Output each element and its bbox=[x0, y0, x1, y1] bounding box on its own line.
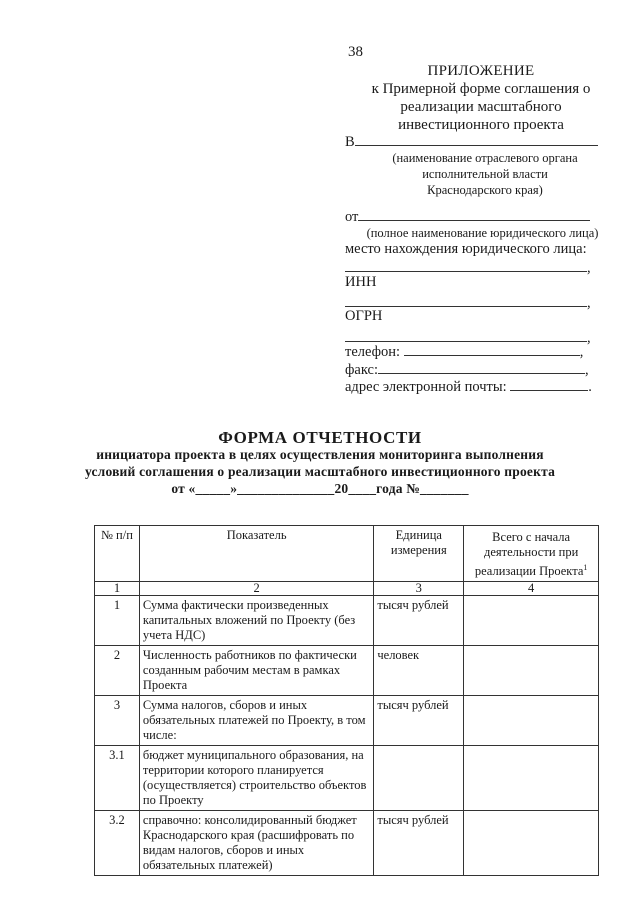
row-number: 3.1 bbox=[95, 746, 140, 811]
row-indicator: бюджет муниципального образования, на территории которого планируется (осуществляется) строительство объектов по Проекту bbox=[139, 746, 373, 811]
row-value-cell[interactable] bbox=[464, 746, 599, 811]
column-number-row bbox=[95, 582, 599, 596]
appendix-line: инвестиционного проекта bbox=[398, 117, 564, 133]
inn-field: , bbox=[345, 294, 591, 312]
recipient-hint-line: исполнительной власти bbox=[422, 167, 548, 181]
email-label: адрес электронной почты: bbox=[345, 379, 507, 395]
header-unit: Единица измерения bbox=[374, 526, 464, 582]
row-unit bbox=[374, 746, 464, 811]
form-subtitle-line: условий соглашения о реализации масштабного инвестиционного проекта bbox=[84, 464, 556, 479]
recipient-prefix: В bbox=[345, 134, 355, 150]
row-value-cell[interactable] bbox=[464, 596, 599, 646]
column-number: 3 bbox=[374, 582, 464, 596]
column-number: 4 bbox=[464, 582, 599, 596]
ogrn-blank-line[interactable] bbox=[345, 329, 587, 342]
table-row bbox=[95, 811, 599, 876]
sender-field bbox=[345, 208, 590, 226]
fax-blank-line[interactable] bbox=[378, 361, 585, 374]
row-indicator: Сумма фактически произведенных капитальных вложений по Проекту (без учета НДС) bbox=[139, 596, 373, 646]
row-value-cell[interactable] bbox=[464, 646, 599, 696]
inn-blank-line[interactable] bbox=[345, 294, 587, 307]
phone-field: телефон: , bbox=[345, 344, 584, 360]
table-header-row bbox=[95, 526, 599, 582]
header-total bbox=[464, 526, 599, 582]
report-table bbox=[94, 525, 599, 876]
header-total-label: Всего с начала деятельности при реализации Проекта bbox=[474, 530, 584, 579]
fax-field: факс: , bbox=[345, 362, 589, 378]
email-blank-line[interactable] bbox=[510, 378, 588, 391]
form-subtitle-line: инициатора проекта в целях осуществления мониторинга выполнения bbox=[96, 447, 544, 462]
header-indicator: Показатель bbox=[139, 526, 373, 582]
sender-blank-line[interactable] bbox=[358, 208, 590, 221]
row-unit: тысяч рублей bbox=[374, 696, 464, 746]
row-value-cell[interactable] bbox=[464, 811, 599, 876]
page-number: 38 bbox=[348, 44, 363, 60]
recipient-hint bbox=[360, 150, 610, 198]
header-no: № п/п bbox=[95, 526, 140, 582]
appendix-line: к Примерной форме соглашения о bbox=[371, 81, 591, 97]
recipient-field bbox=[345, 133, 598, 151]
row-indicator: Численность работников по фактически созданным рабочим местам в рамках Проекта bbox=[139, 646, 373, 696]
table-row bbox=[95, 696, 599, 746]
row-value-cell[interactable] bbox=[464, 696, 599, 746]
row-unit: тысяч рублей bbox=[374, 811, 464, 876]
row-unit: тысяч рублей bbox=[374, 596, 464, 646]
table-row bbox=[95, 746, 599, 811]
row-number: 3 bbox=[95, 696, 140, 746]
fax-label: факс: bbox=[345, 362, 378, 378]
column-number: 1 bbox=[95, 582, 140, 596]
row-unit: человек bbox=[374, 646, 464, 696]
table-row bbox=[95, 596, 599, 646]
footnote-marker: 1 bbox=[583, 563, 588, 572]
row-indicator: справочно: консолидированный бюджет Краснодарского края (расшифровать по видам налогов, сборов и иных обязательных платежей) bbox=[139, 811, 373, 876]
column-number: 2 bbox=[139, 582, 373, 596]
appendix-line: реализации масштабного bbox=[400, 99, 562, 115]
appendix-heading: ПРИЛОЖЕНИЕ bbox=[427, 63, 535, 79]
recipient-hint-line: Краснодарского края) bbox=[427, 183, 543, 197]
ogrn-field: , bbox=[345, 329, 591, 347]
location-blank-line[interactable] bbox=[345, 259, 587, 272]
form-date-line: от «_____»______________20____года №_______ bbox=[171, 481, 469, 496]
ogrn-label: ОГРН bbox=[345, 308, 383, 324]
phone-blank-line[interactable] bbox=[404, 343, 580, 356]
phone-label: телефон: bbox=[345, 344, 401, 360]
table-row bbox=[95, 646, 599, 696]
form-title: ФОРМА ОТЧЕТНОСТИ bbox=[218, 428, 422, 447]
row-number: 1 bbox=[95, 596, 140, 646]
location-field: , bbox=[345, 259, 591, 277]
location-label: место нахождения юридического лица: bbox=[345, 241, 587, 257]
form-subtitle bbox=[40, 446, 600, 497]
row-indicator: Сумма налогов, сборов и иных обязательных платежей по Проекту, в том числе: bbox=[139, 696, 373, 746]
inn-label: ИНН bbox=[345, 274, 377, 290]
recipient-hint-line: (наименование отраслевого органа bbox=[392, 151, 578, 165]
appendix-block bbox=[350, 62, 612, 134]
sender-prefix: от bbox=[345, 209, 359, 225]
sender-hint: (полное наименование юридического лица) bbox=[366, 226, 599, 240]
email-field: адрес электронной почты: . bbox=[345, 379, 592, 395]
row-number: 3.2 bbox=[95, 811, 140, 876]
recipient-blank-line[interactable] bbox=[355, 133, 598, 146]
row-number: 2 bbox=[95, 646, 140, 696]
